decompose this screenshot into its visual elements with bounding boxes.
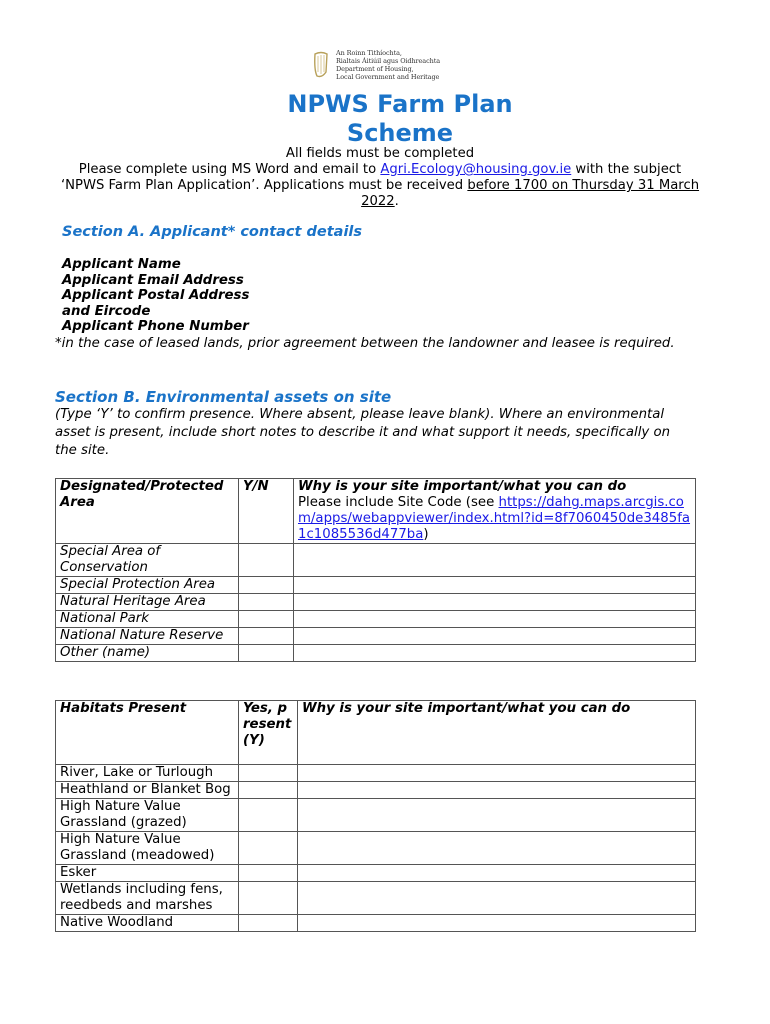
- field-applicant-name[interactable]: Applicant Name: [62, 257, 181, 272]
- applicant-fields: [62, 257, 249, 335]
- department-logo: [312, 48, 442, 82]
- row-label: National Park: [56, 611, 239, 628]
- row-label: Special Area of Conservation: [56, 544, 239, 577]
- row-label: High Nature Value Grassland (grazed): [56, 799, 239, 832]
- notes-cell[interactable]: [294, 544, 696, 577]
- designated-area-table: [55, 478, 696, 662]
- yes-cell[interactable]: [239, 865, 298, 882]
- yes-cell[interactable]: [239, 915, 298, 932]
- notes-cell[interactable]: [298, 882, 696, 915]
- table-row: [56, 799, 696, 832]
- intro-text: [60, 146, 700, 210]
- yes-cell[interactable]: [239, 765, 298, 782]
- leased-lands-note: *in the case of leased lands, prior agreement between the landowner and leasee is required.: [55, 336, 675, 351]
- table-row: [56, 865, 696, 882]
- table-row: [56, 915, 696, 932]
- yn-cell[interactable]: [239, 628, 294, 645]
- row-label: River, Lake or Turlough: [56, 765, 239, 782]
- site-code-map-link[interactable]: https://dahg.maps.arcgis.com/apps/webappviewer/index.html?id=8f7060450de3485fa1c1085536d477ba: [298, 495, 691, 542]
- yes-cell[interactable]: [239, 832, 298, 865]
- table-row: [56, 628, 696, 645]
- header-why-important: Why is your site important/what you can do Please include Site Code (see https://dahg.maps.arcgis.com/apps/webappviewer/index.html?id=8f7060450de3485fa1c1085536d477ba): [294, 479, 696, 544]
- table-row: [56, 645, 696, 662]
- harp-icon: [312, 50, 330, 80]
- notes-cell[interactable]: [294, 645, 696, 662]
- notes-cell[interactable]: [294, 594, 696, 611]
- intro-text-part: Please complete using MS Word and email to: [78, 162, 381, 177]
- yn-cell[interactable]: [239, 645, 294, 662]
- row-label: Wetlands including fens, reedbeds and marshes: [56, 882, 239, 915]
- notes-cell[interactable]: [298, 865, 696, 882]
- header-habitats: Habitats Present: [56, 701, 239, 765]
- page-title: NPWS Farm Plan Scheme: [287, 90, 513, 147]
- notes-cell[interactable]: [298, 799, 696, 832]
- intro-text-part: with the subject ‘NPWS Farm Plan Application’. Applications must be received: [60, 162, 682, 193]
- row-label: Native Woodland: [56, 915, 239, 932]
- yn-cell[interactable]: [239, 544, 294, 577]
- section-a-heading: Section A. Applicant* contact details: [62, 224, 363, 240]
- header-yn: Y/N: [239, 479, 294, 544]
- logo-text: An Roinn Tithíochta, Rialtais Áitiúil agus Oidhreachta Department of Housing, Local Government and Heritage: [336, 49, 440, 81]
- table-row: [56, 882, 696, 915]
- table-row: [56, 577, 696, 594]
- table-row: [56, 765, 696, 782]
- deadline-text: before 1700 on Thursday 31 March 2022: [361, 178, 700, 209]
- yes-cell[interactable]: [239, 799, 298, 832]
- table-row: [56, 782, 696, 799]
- field-applicant-email[interactable]: Applicant Email Address: [62, 272, 244, 288]
- row-label: National Nature Reserve: [56, 628, 239, 645]
- notes-cell[interactable]: [294, 577, 696, 594]
- row-label: Natural Heritage Area: [56, 594, 239, 611]
- field-applicant-phone[interactable]: Applicant Phone Number: [62, 319, 249, 334]
- table-row: [56, 611, 696, 628]
- yn-cell[interactable]: [239, 577, 294, 594]
- yes-cell[interactable]: [239, 782, 298, 799]
- section-b-heading: Section B. Environmental assets on site: [55, 388, 392, 406]
- table-header-row: [56, 701, 696, 765]
- field-applicant-eircode[interactable]: and Eircode: [62, 303, 151, 319]
- notes-cell[interactable]: [294, 611, 696, 628]
- row-label: Heathland or Blanket Bog: [56, 782, 239, 799]
- yes-cell[interactable]: [239, 882, 298, 915]
- table-header-row: [56, 479, 696, 544]
- row-label: High Nature Value Grassland (meadowed): [56, 832, 239, 865]
- row-label: Esker: [56, 865, 239, 882]
- row-label: Other (name): [56, 645, 239, 662]
- notes-cell[interactable]: [298, 832, 696, 865]
- header-why-important: Why is your site important/what you can do: [298, 701, 696, 765]
- section-b-instructions: (Type ‘Y’ to confirm presence. Where absent, please leave blank). Where an environmental asset is present, include short notes to describe it and what support it needs, specifically on the site.: [55, 407, 671, 458]
- row-label: Special Protection Area: [56, 577, 239, 594]
- intro-line: All fields must be completed: [285, 146, 475, 161]
- notes-cell[interactable]: [298, 915, 696, 932]
- notes-cell[interactable]: [298, 765, 696, 782]
- yn-cell[interactable]: [239, 611, 294, 628]
- table-row: [56, 832, 696, 865]
- table-row: [56, 594, 696, 611]
- notes-cell[interactable]: [298, 782, 696, 799]
- habitats-table: [55, 700, 696, 932]
- table-row: [56, 544, 696, 577]
- email-link[interactable]: Agri.Ecology@housing.gov.ie: [380, 162, 572, 177]
- intro-end: .: [394, 194, 399, 209]
- header-yes-present: Yes, present (Y): [239, 701, 298, 765]
- notes-cell[interactable]: [294, 628, 696, 645]
- field-applicant-postal[interactable]: Applicant Postal Address: [62, 288, 250, 303]
- yn-cell[interactable]: [239, 594, 294, 611]
- header-designated-area: Designated/Protected Area: [56, 479, 239, 544]
